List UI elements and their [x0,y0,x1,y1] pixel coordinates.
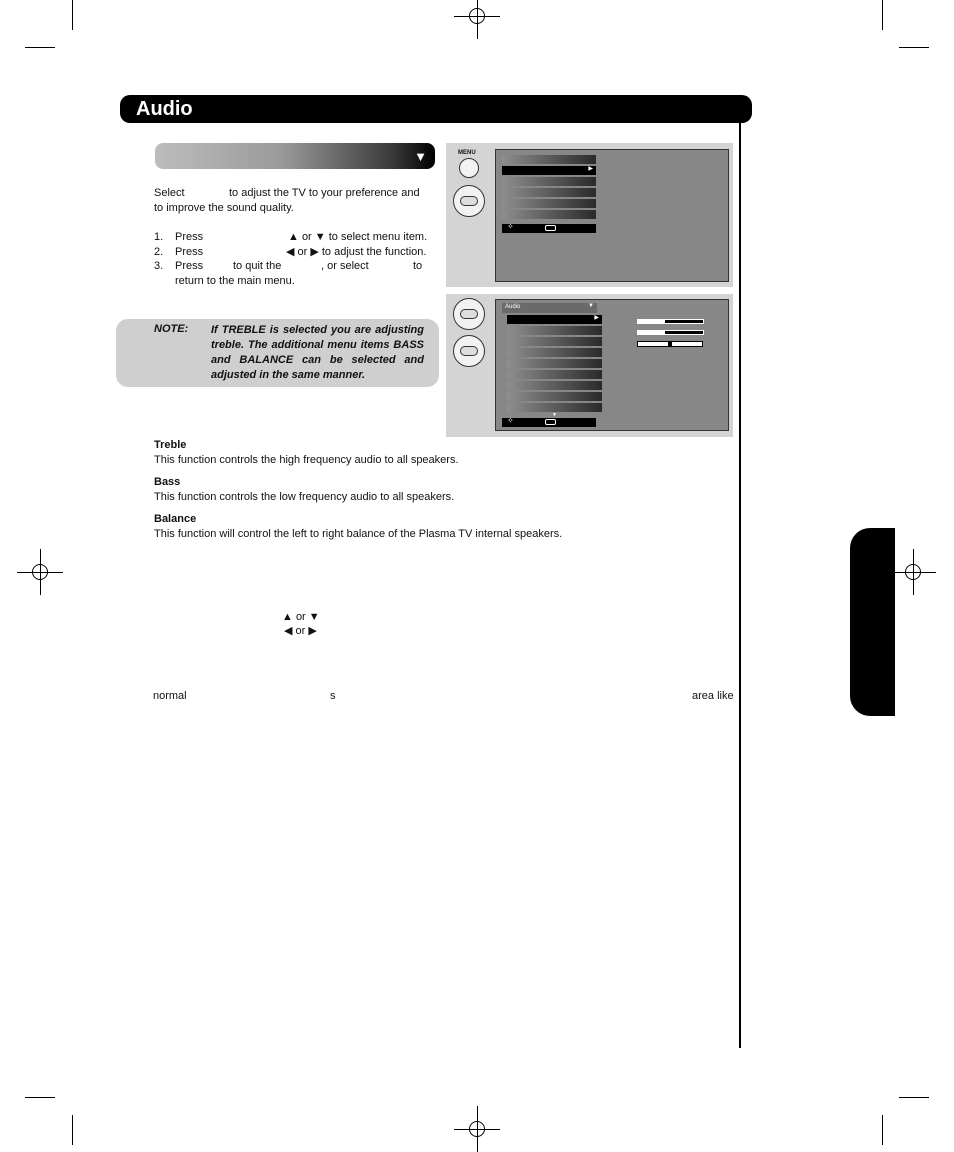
crop-mark [899,1097,929,1098]
menu-row-selected [502,166,596,175]
item-heading-balance: Balance [154,513,197,525]
intro-line-2: to improve the sound quality. [154,202,294,214]
button-icon [545,419,556,425]
crop-mark [25,47,55,48]
fragment-normal: normal [153,690,187,702]
fragment-s: s [330,690,336,702]
menu-row [502,199,596,208]
step-press: Press [175,231,204,243]
intro-line-1 [154,186,185,201]
step-line-2: return to the main menu. [175,275,295,287]
remote-dpad-icon [453,185,485,217]
margin-rule [739,123,741,1048]
item-heading-bass: Bass [154,476,181,488]
move-arrows-icon: ✧ [507,416,514,425]
page-title: Audio [120,95,752,123]
item-text-treble: This function controls the high frequency audio to all speakers. [154,454,459,466]
crop-mark [882,1115,883,1145]
treble-slider [637,319,704,324]
remote-dpad-icon [453,335,485,367]
fragment-updown: ▲ or ▼ [282,611,320,623]
menu-row [502,155,596,164]
crop-mark [899,47,929,48]
chapter-tab [850,528,895,716]
step-press: Press [175,246,204,258]
menu-row [507,403,602,412]
illustration-panel-1 [446,143,733,287]
menu-row [502,210,596,219]
step-number: 3. [154,260,164,272]
scroll-down-icon: ▼ [552,412,557,418]
fragment-leftright: ◀ or ▶ [284,625,317,637]
intro-select-word: Select [154,187,185,199]
item-heading-treble: Treble [154,439,187,451]
note-text: If TREBLE is selected you are adjusting treble. The additional menu items BASS and BALANCE can be selected and adjusted in the same manner. [211,324,424,381]
crop-mark [882,0,883,30]
bass-slider [637,330,704,335]
tv-screen-main-menu [495,149,729,282]
status-bar [502,224,596,233]
crop-mark [72,1115,73,1145]
remote-dpad-icon [453,298,485,330]
item-text-bass: This function controls the low frequency audio to all speakers. [154,491,455,503]
registration-mark [469,1121,485,1137]
step-text: to quit the [233,260,282,272]
step-tail: ▲ or ▼ to select menu item. [288,231,428,243]
menu-row [502,177,596,186]
move-arrows-icon: ✧ [507,222,514,231]
fragment-area-like: area like [692,690,734,702]
crop-mark [25,1097,55,1098]
menu-row [507,359,602,368]
status-bar [502,418,596,427]
note-label: NOTE: [154,323,189,335]
step-tail: ◀ or ▶ to adjust the function. [286,246,427,258]
registration-mark [32,564,48,580]
menu-row [507,392,602,401]
step-text: to [413,260,423,272]
menu-button-label: MENU [458,150,476,156]
item-text-balance: This function will control the left to right balance of the Plasma TV internal speakers. [154,528,563,540]
menu-row [507,381,602,390]
audio-menu-header [502,303,597,313]
intro-line-1-tail: to adjust the TV to your preference and [229,187,420,199]
crop-mark [72,0,73,30]
registration-mark [905,564,921,580]
step-text: , or select [321,260,369,272]
step-number: 1. [154,231,164,243]
step-number: 2. [154,246,164,258]
section-header-bar [155,143,435,169]
menu-row [507,326,602,335]
menu-row-selected [507,315,602,324]
balance-slider [637,341,703,347]
illustration-panel-2 [446,294,733,437]
menu-row [507,337,602,346]
button-icon [545,225,556,231]
menu-row [507,348,602,357]
chevron-down-icon: ▼ [588,303,594,309]
triangle-right-icon: ▶ [594,315,599,321]
triangle-right-icon: ▶ [588,166,593,172]
menu-button-icon [459,158,479,178]
menu-row [502,188,596,197]
menu-row [507,370,602,379]
step-press: Press [175,260,204,272]
registration-mark [469,8,485,24]
audio-menu-header-label: Audio [505,304,521,310]
triangle-down-icon: ▼ [414,149,427,164]
tv-screen-audio-menu [495,299,729,431]
